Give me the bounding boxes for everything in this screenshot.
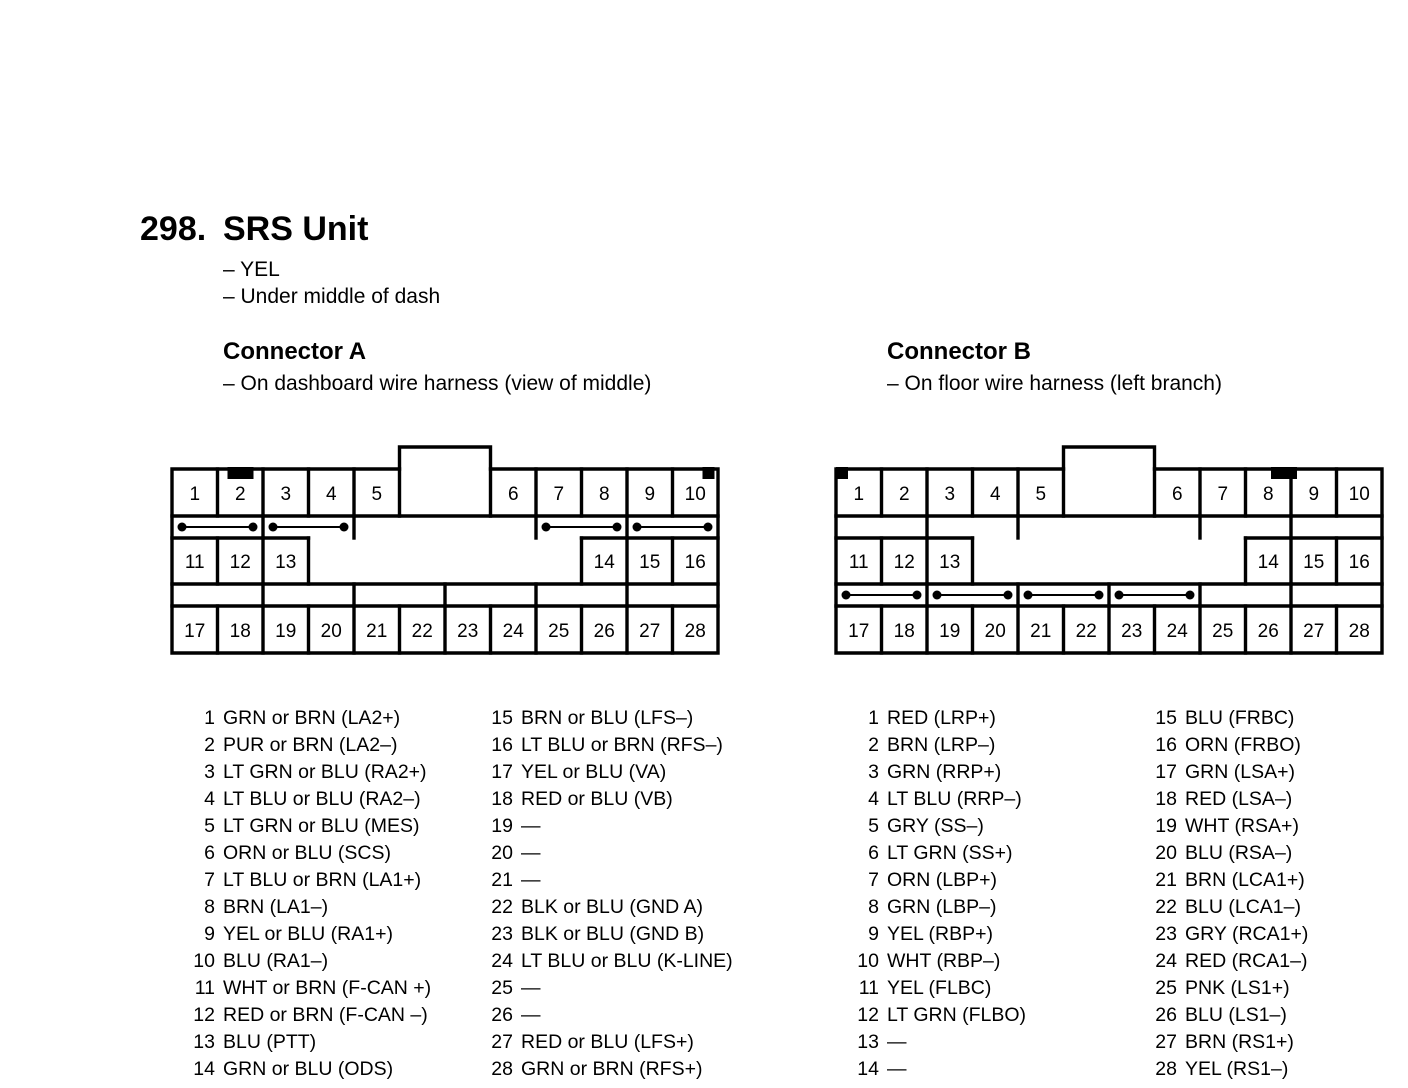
connector-b-pin-number: 26 [1155,1004,1177,1026]
connector-a-cavity-label: 24 [502,621,524,642]
connector-a-pin-row [185,705,400,732]
connector-b-cavity-label: 13 [939,552,961,573]
connector-b-pin-number: 11 [858,977,879,999]
connector-b-pin-row [849,786,1022,813]
connector-a-cavity-label: 12 [229,552,251,573]
connector-b-pin-row [849,759,1001,786]
connector-b-pin-number: 21 [1155,869,1177,891]
connector-b-pin-number: 12 [857,1004,879,1026]
connector-a-pin-number: 20 [491,842,513,864]
connector-b-pin-number: 10 [857,950,879,972]
connector-b-pin-wire: YEL (RBP+) [887,923,994,945]
connector-b-pin-number: 22 [1155,896,1177,918]
connector-a-pin-number: 24 [491,950,513,972]
connector-b-pin-wire: RED (LRP+) [887,707,996,729]
connector-a-cavity-label: 28 [684,621,706,642]
connector-a-pin-wire: GRN or BLU (ODS) [223,1058,394,1080]
connector-b-cavity-label: 11 [848,552,869,573]
connector-b-pin-row [849,975,991,1002]
connector-b-cavity-label: 8 [1262,484,1274,505]
connector-a-pin-number: 6 [204,842,215,864]
connector-a-cavity-label: 9 [644,484,656,505]
connector-b-pin-row [849,1029,907,1056]
connector-a-pin-number: 15 [491,707,513,729]
connector-b-cavity-label: 19 [939,621,961,642]
connector-b-cavity-label: 18 [893,621,915,642]
connector-b-cavity-label: 25 [1212,621,1234,642]
connector-b-pin-number: 8 [868,896,879,918]
connector-b-title: Connector B [887,338,1031,365]
section-note-color: – YEL [223,258,280,281]
connector-a-pin-row [185,1056,393,1083]
connector-a-pin-wire: LT BLU or BRN (LA1+) [223,869,422,891]
connector-b-pin-wire: BLU (LCA1–) [1185,896,1301,918]
connector-a-pin-row [483,1056,702,1083]
connector-b-cavity-label: 3 [944,484,956,505]
connector-b-pin-number: 9 [868,923,879,945]
connector-a-shorting-bar-end [613,523,622,532]
connector-b-shorting-bar-end [913,591,922,600]
connector-a-center-recess [400,469,491,516]
connector-b-pin-wire: LT GRN (SS+) [887,842,1013,864]
connector-a-note: – On dashboard wire harness (view of middle) [223,372,652,395]
connector-a-cavity-label: 25 [548,621,570,642]
connector-a-pin-number: 18 [491,788,513,810]
connector-a-pin-row [483,786,673,813]
connector-b-pin-row [1147,786,1292,813]
connector-b-pin-wire: BLU (LS1–) [1185,1004,1287,1026]
connector-a-pin-row [483,813,541,840]
connector-a-pin-row [483,1029,694,1056]
connector-a-latch-mark [228,467,254,479]
connector-a-pin-number: 28 [491,1058,513,1080]
connector-b-cavity-label: 21 [1030,621,1052,642]
connector-a-pin-row [483,867,541,894]
connector-b-pin-number: 13 [857,1031,879,1053]
connector-a-pin-number: 1 [204,707,215,729]
connector-b-pin-row [1147,705,1294,732]
connector-b-pin-wire: BLU (RSA–) [1185,842,1293,864]
connector-b-shorting-bar-end [933,591,942,600]
connector-a-cavity-label: 5 [371,484,383,505]
connector-a-pin-number: 21 [491,869,513,891]
connector-b-pin-number: 24 [1155,950,1177,972]
connector-a-pin-row [483,759,666,786]
connector-b-pin-wire: PNK (LS1+) [1185,977,1290,999]
connector-a-pin-row [185,732,397,759]
connector-a-pin-row [483,948,733,975]
connector-a-shorting-bar-end [542,523,551,532]
connector-a-pin-number: 17 [491,761,513,783]
connector-b-pin-wire: YEL (FLBC) [887,977,992,999]
connector-a-pin-row [185,759,427,786]
connector-a-pin-number: 9 [204,923,215,945]
connector-a-cavity-label: 14 [593,552,615,573]
connector-a-cavity-label: 17 [184,621,206,642]
connector-b-pin-wire: BRN (RS1+) [1185,1031,1294,1053]
connector-b-pin-wire: ORN (FRBO) [1185,734,1301,756]
connector-a-cavity-label: 10 [684,484,706,505]
connector-a-cavity-label: 11 [184,552,205,573]
connector-a-pin-row [185,867,421,894]
connector-a-pin-number: 10 [193,950,215,972]
connector-b-cavity-label: 14 [1257,552,1279,573]
connector-b-shorting-bar-end [842,591,851,600]
connector-b-shorting-bar-end [1004,591,1013,600]
connector-a-title: Connector A [223,338,367,365]
connector-b-cavity-label: 6 [1171,484,1183,505]
connector-b-cavity-label: 10 [1348,484,1370,505]
connector-a-pin-wire: LT BLU or BLU (K-LINE) [521,950,733,972]
connector-b-pin-row [1147,1002,1287,1029]
connector-a-cavity-label: 23 [457,621,479,642]
connector-b-shorting-bar-end [1024,591,1033,600]
connector-b-pin-number: 16 [1155,734,1177,756]
connector-b-pin-row [1147,975,1290,1002]
connector-b-pin-row [849,921,993,948]
connector-b-pin-number: 15 [1155,707,1177,729]
section-title: SRS Unit [223,210,369,248]
connector-a-cavity-label: 18 [229,621,251,642]
connector-b-shorting-bar-end [1095,591,1104,600]
connector-b-cavity-label: 27 [1303,621,1325,642]
connector-b-pin-number: 20 [1155,842,1177,864]
connector-b-center-recess [1064,469,1155,516]
connector-a-pin-wire: RED or BLU (VB) [521,788,673,810]
connector-a-cavity-label: 1 [189,484,201,505]
connector-a-latch-mark [703,467,715,479]
connector-a-pin-row [483,921,704,948]
connector-a-pin-wire: BRN or BLU (LFS–) [521,707,694,729]
connector-a-pin-row [185,813,419,840]
connector-b-pin-wire: RED (RCA1–) [1185,950,1308,972]
connector-a-cavity-label: 4 [325,484,337,505]
connector-a-pin-row [185,921,393,948]
connector-b-cavity-label: 1 [853,484,865,505]
connector-a-shorting-bar-end [340,523,349,532]
connector-a-pin-number: 4 [204,788,215,810]
connector-b-cavity-label: 16 [1348,552,1370,573]
connector-b-pin-wire: BRN (LRP–) [887,734,996,756]
connector-a-pin-number: 8 [204,896,215,918]
connector-a-pin-row [483,975,541,1002]
connector-a-pin-number: 23 [491,923,513,945]
connector-b-pin-row [849,813,984,840]
connector-b-pin-wire: GRN (RRP+) [887,761,1002,783]
connector-b-pin-wire: WHT (RBP–) [887,950,1001,972]
connector-b-pin-number: 18 [1155,788,1177,810]
connector-b-pin-row [1147,867,1305,894]
section-number: 298. [140,210,207,248]
connector-a-pin-number: 5 [204,815,215,837]
connector-a-pin-wire: YEL or BLU (RA1+) [223,923,393,945]
connector-a-pin-row [483,840,541,867]
connector-a-cavity-label: 3 [280,484,292,505]
connector-b-pin-row [1147,813,1299,840]
connector-a-pin-number: 2 [204,734,215,756]
connector-b-pin-number: 2 [868,734,879,756]
connector-a-pin-row [185,948,328,975]
connector-a-cavity-label: 27 [639,621,661,642]
connector-a-pin-number: 3 [204,761,215,783]
connector-b-cavity-label: 22 [1075,621,1097,642]
connector-a-pin-wire: LT GRN or BLU (RA2+) [223,761,427,783]
connector-a-pin-number: 19 [491,815,513,837]
connector-a-pin-number: 11 [194,977,215,999]
connector-b-cavity-label: 5 [1035,484,1047,505]
connector-a-cavity-label: 16 [684,552,706,573]
connector-b-pin-number: 19 [1155,815,1177,837]
connector-a-pin-wire: ORN or BLU (SCS) [223,842,391,864]
connector-a-pin-row [185,1029,316,1056]
connector-b-cavity-label: 20 [984,621,1006,642]
connector-b-pin-wire: GRY (SS–) [887,815,984,837]
connector-a-pin-row [483,732,723,759]
connector-a-pin-number: 13 [193,1031,215,1053]
connector-b-cavity-label: 15 [1303,552,1325,573]
connector-a-pin-wire: GRN or BRN (LA2+) [223,707,401,729]
connector-b-pin-number: 7 [868,869,879,891]
connector-a-pin-wire: BLK or BLU (GND A) [521,896,704,918]
connector-a-shorting-bar-end [704,523,713,532]
connector-b-pin-row [1147,894,1301,921]
connector-b-pin-wire: RED (LSA–) [1185,788,1293,810]
connector-b-pin-wire: GRN (LSA+) [1185,761,1295,783]
connector-b-pin-number: 17 [1155,761,1177,783]
connector-b-pin-wire: GRN (LBP–) [887,896,997,918]
connector-a-cavity-label: 26 [593,621,615,642]
connector-b-pin-wire: YEL (RS1–) [1185,1058,1289,1080]
connector-b-pin-row [849,840,1013,867]
connector-b-cavity-label: 9 [1308,484,1320,505]
connector-a-pin-wire: — [521,869,541,891]
connector-b-cavity-label: 23 [1121,621,1143,642]
connector-a-pin-number: 27 [491,1031,513,1053]
connector-b-cavity-label: 24 [1166,621,1188,642]
connector-a-pin-row [185,894,328,921]
connector-b-pin-row [849,948,1000,975]
connector-b-pin-row [849,732,995,759]
connector-a-pin-number: 7 [204,869,215,891]
connector-a-pin-wire: BLK or BLU (GND B) [521,923,705,945]
connector-b-cavity-label: 26 [1257,621,1279,642]
connector-b-pin-number: 23 [1155,923,1177,945]
connector-b-pin-row [1147,840,1292,867]
connector-a-pin-number: 14 [193,1058,215,1080]
connector-b-cavity-label: 7 [1217,484,1229,505]
connector-b-pin-wire: BLU (FRBC) [1185,707,1295,729]
connector-b-pin-wire: BRN (LCA1+) [1185,869,1305,891]
connector-a-pin-number: 25 [491,977,513,999]
connector-a-pin-wire: — [521,842,541,864]
connector-b-pin-number: 27 [1155,1031,1177,1053]
connector-a-pin-row [185,786,421,813]
connector-b-pin-wire: LT GRN (FLBO) [887,1004,1027,1026]
connector-a-pin-wire: BLU (PTT) [223,1031,317,1053]
connector-a-pin-row [185,840,391,867]
connector-a-pin-row [185,1002,428,1029]
connector-a-pin-number: 22 [491,896,513,918]
connector-b-pin-row [1147,759,1295,786]
connector-a-pin-wire: LT BLU or BLU (RA2–) [223,788,421,810]
connector-a-cavity-label: 15 [639,552,661,573]
connector-a-pin-wire: — [521,977,541,999]
connector-a-cavity-label: 7 [553,484,565,505]
connector-a-cavity-label: 21 [366,621,388,642]
connector-b-cavity-label: 28 [1348,621,1370,642]
connector-b-pin-number: 14 [857,1058,879,1080]
connector-b-latch-mark [836,467,848,479]
connector-b-pin-row [1147,1056,1288,1083]
connector-b-pin-number: 25 [1155,977,1177,999]
connector-a-pin-wire: YEL or BLU (VA) [521,761,667,783]
connector-b-pin-number: 28 [1155,1058,1177,1080]
connector-b-pin-row [849,705,996,732]
connector-b-pin-number: 4 [868,788,879,810]
connector-a-shorting-bar-end [249,523,258,532]
connector-b-pin-row [849,867,997,894]
connector-a-cavity-label: 2 [234,484,246,505]
connector-a-pin-wire: RED or BRN (F-CAN –) [223,1004,428,1026]
connector-b-pin-number: 1 [868,707,879,729]
connector-a-pin-number: 12 [193,1004,215,1026]
connector-b-cavity-label: 12 [893,552,915,573]
connector-a-cavity-label: 20 [320,621,342,642]
connector-b-pin-wire: — [887,1031,907,1053]
connector-b-pin-wire: — [887,1058,907,1080]
connector-a-pin-row [483,1002,541,1029]
connector-a-pin-row [483,705,693,732]
connector-a-pin-wire: — [521,1004,541,1026]
connector-a-pin-wire: WHT or BRN (F-CAN +) [223,977,432,999]
connector-a-pin-wire: LT BLU or BRN (RFS–) [521,734,723,756]
connector-b-pin-row [1147,1029,1294,1056]
connector-a-cavity-label: 13 [275,552,297,573]
connector-b-pin-row [849,1056,907,1083]
connector-a-cavity-label: 19 [275,621,297,642]
connector-a-pin-wire: LT GRN or BLU (MES) [223,815,420,837]
connector-a-pin-wire: BLU (RA1–) [223,950,329,972]
connector-b-pin-number: 6 [868,842,879,864]
connector-b-latch-mark [1271,467,1297,479]
connector-b-pin-wire: WHT (RSA+) [1185,815,1299,837]
connector-b-pin-wire: GRY (RCA1+) [1185,923,1309,945]
connector-a-pin-row [483,894,703,921]
connector-a-cavity-label: 8 [598,484,610,505]
connector-b-pin-row [849,894,996,921]
connector-a-pin-wire: BRN (LA1–) [223,896,329,918]
connector-b-cavity-label: 17 [848,621,870,642]
connector-a-shorting-bar-end [178,523,187,532]
connector-b-cavity-label: 2 [898,484,910,505]
connector-a-pin-number: 26 [491,1004,513,1026]
connector-a-cavity-label: 6 [507,484,519,505]
connector-a-shorting-bar-end [269,523,278,532]
connector-b-pin-wire: ORN (LBP+) [887,869,997,891]
connector-b-shorting-bar-end [1186,591,1195,600]
connector-a-pin-row [185,975,431,1002]
connector-b-pin-number: 3 [868,761,879,783]
connector-b-pin-row [849,1002,1026,1029]
connector-b-shorting-bar-end [1115,591,1124,600]
connector-a-pin-wire: GRN or BRN (RFS+) [521,1058,703,1080]
connector-b-pin-wire: LT BLU (RRP–) [887,788,1022,810]
connector-b-note: – On floor wire harness (left branch) [887,372,1222,395]
connector-b-pin-row [1147,732,1301,759]
connector-a-shorting-bar-end [633,523,642,532]
connector-a-cavity-label: 22 [411,621,433,642]
connector-a-pin-wire: PUR or BRN (LA2–) [223,734,398,756]
section-note-location: – Under middle of dash [223,285,441,308]
connector-a-pin-wire: RED or BLU (LFS+) [521,1031,694,1053]
connector-b-pin-row [1147,948,1307,975]
connector-b-pin-number: 5 [868,815,879,837]
connector-a-pin-wire: — [521,815,541,837]
connector-a-pin-number: 16 [491,734,513,756]
connector-b-pin-row [1147,921,1308,948]
connector-b-cavity-label: 4 [989,484,1001,505]
